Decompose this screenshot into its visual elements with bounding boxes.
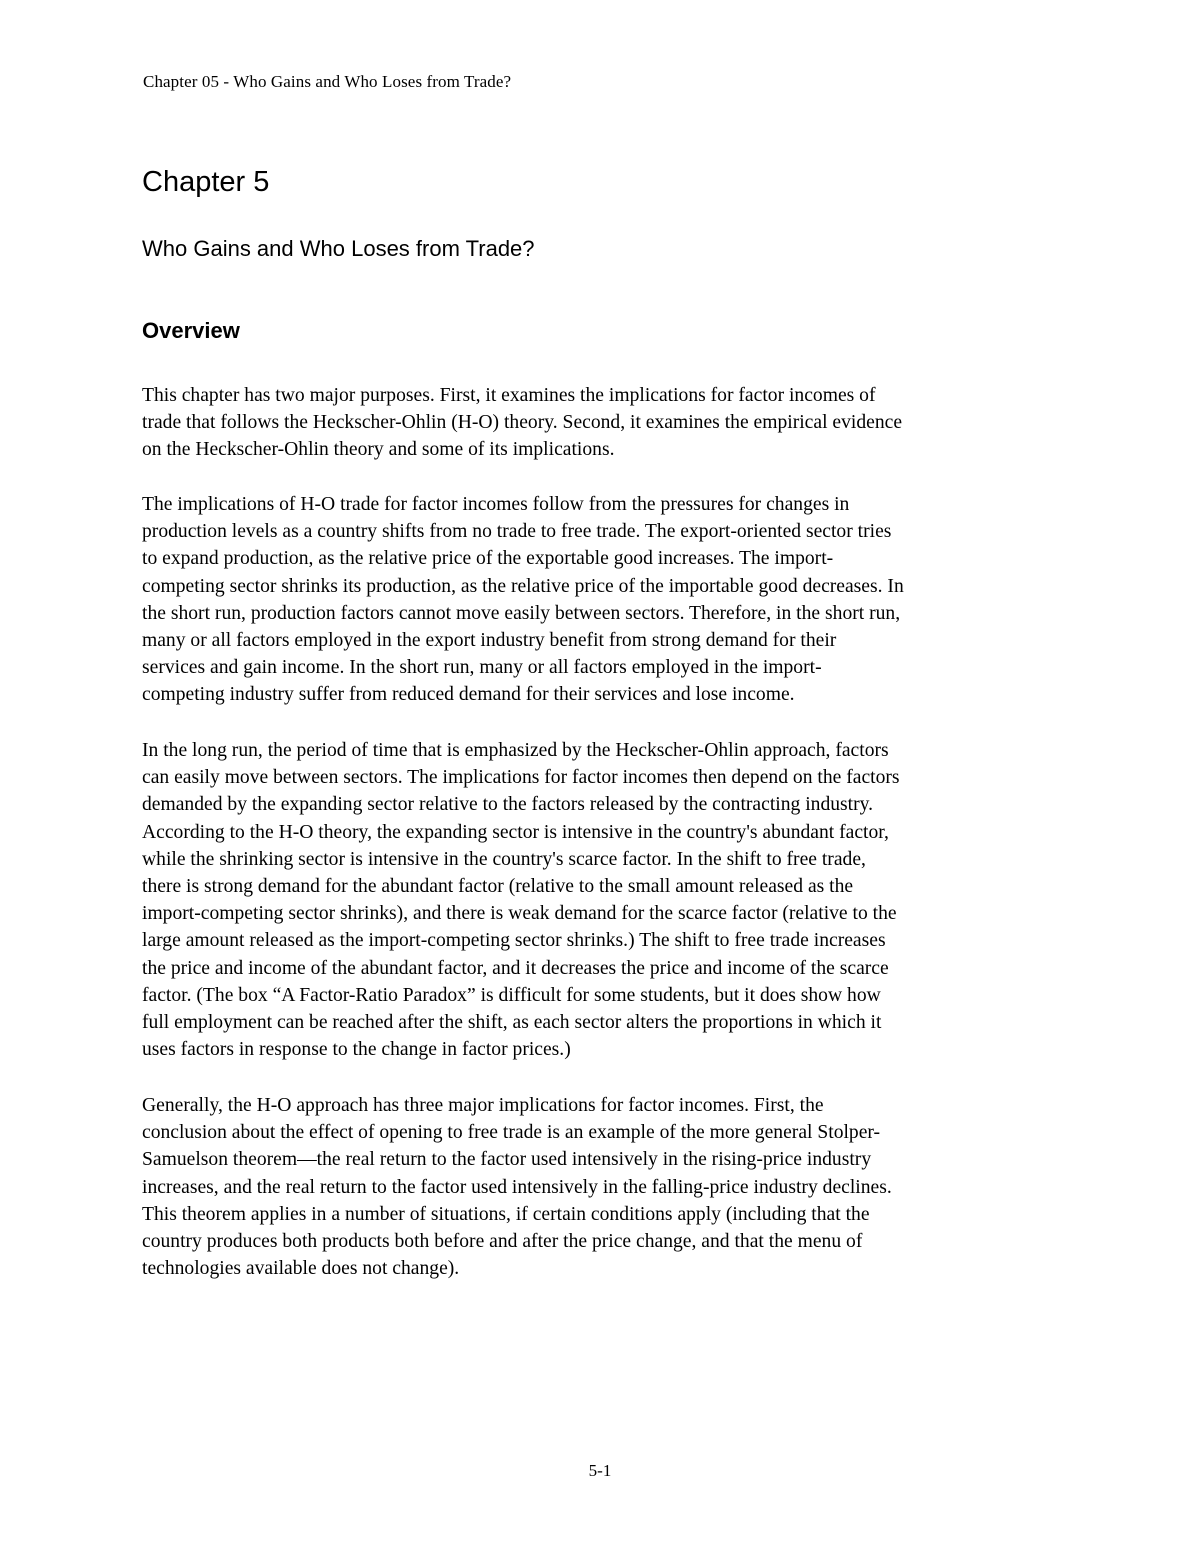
paragraph-1 [142, 382, 1072, 464]
paragraph-line: demanded by the expanding sector relative to the factors released by the contracting industry. [142, 794, 874, 816]
paragraph-4 [142, 1092, 1072, 1282]
paragraph-line: increases, and the real return to the factor used intensively in the falling-price industry declines. [142, 1176, 892, 1198]
paragraph-line: This theorem applies in a number of situations, if certain conditions apply (including that the [142, 1203, 870, 1225]
paragraph-line: The implications of H-O trade for factor incomes follow from the pressures for changes in [142, 494, 850, 515]
running-header: Chapter 05 - Who Gains and Who Loses from Trade? [143, 72, 512, 91]
paragraph-line: uses factors in response to the change in factor prices.) [142, 1039, 571, 1061]
paragraph-line: many or all factors employed in the export industry benefit from strong demand for their [142, 630, 837, 652]
paragraph-line: conclusion about the effect of opening to free trade is an example of the more general Stolper- [142, 1122, 881, 1144]
paragraph-line: the price and income of the abundant factor, and it decreases the price and income of the scarce [142, 957, 889, 979]
paragraph-line: large amount released as the import-competing sector shrinks.) The shift to free trade increases [142, 930, 886, 952]
paragraph-line: Generally, the H-O approach has three major implications for factor incomes. First, the [142, 1095, 824, 1116]
paragraph-line: services and gain income. In the short run, many or all factors employed in the import- [142, 657, 822, 679]
paragraph-line: on the Heckscher-Ohlin theory and some of its implications. [142, 439, 615, 461]
paragraph-line: country produces both products both before and after the price change, and that the menu of [142, 1231, 863, 1253]
chapter-title: Who Gains and Who Loses from Trade? [142, 236, 535, 261]
paragraph-line: Samuelson theorem—the real return to the factor used intensively in the rising-price industry [142, 1149, 872, 1171]
page-number: 5-1 [588, 1461, 612, 1480]
paragraph-line: competing industry suffer from reduced demand for their services and lose income. [142, 684, 795, 706]
paragraph-line: the short run, production factors cannot move easily between sectors. Therefore, in the short run, [142, 602, 901, 624]
paragraph-line: while the shrinking sector is intensive in the country's scarce factor. In the shift to free trade, [142, 848, 866, 870]
paragraph-line: According to the H-O theory, the expanding sector is intensive in the country's abundant factor, [142, 821, 889, 843]
paragraph-line: can easily move between sectors. The implications for factor incomes then depend on the factors [142, 767, 900, 789]
section-heading: Overview [142, 318, 240, 343]
paragraph-line: factor. (The box “A Factor-Ratio Paradox” is difficult for some students, but it does show how [142, 984, 881, 1006]
paragraph-line: full employment can be reached after the shift, as each sector alters the proportions in which it [142, 1012, 882, 1034]
paragraph-2 [142, 491, 1072, 709]
paragraph-line: import-competing sector shrinks), and there is weak demand for the scarce factor (relative to the [142, 903, 897, 925]
paragraph-3 [142, 737, 1072, 1063]
chapter-number: Chapter 5 [142, 166, 270, 198]
paragraph-line: competing sector shrinks its production, as the relative price of the importable good decreases. In [142, 575, 904, 597]
paragraph-line: In the long run, the period of time that is emphasized by the Heckscher-Ohlin approach, factors [142, 740, 889, 761]
paragraph-line: This chapter has two major purposes. First, it examines the implications for factor incomes of [142, 385, 876, 406]
paragraph-line: to expand production, as the relative price of the exportable good increases. The import- [142, 548, 834, 570]
paragraph-line: production levels as a country shifts from no trade to free trade. The export-oriented sector tries [142, 521, 892, 543]
paragraph-line: there is strong demand for the abundant factor (relative to the small amount released as the [142, 876, 854, 898]
paragraph-line: technologies available does not change). [142, 1258, 460, 1280]
paragraph-line: trade that follows the Heckscher-Ohlin (H-O) theory. Second, it examines the empirical evidence [142, 412, 903, 434]
